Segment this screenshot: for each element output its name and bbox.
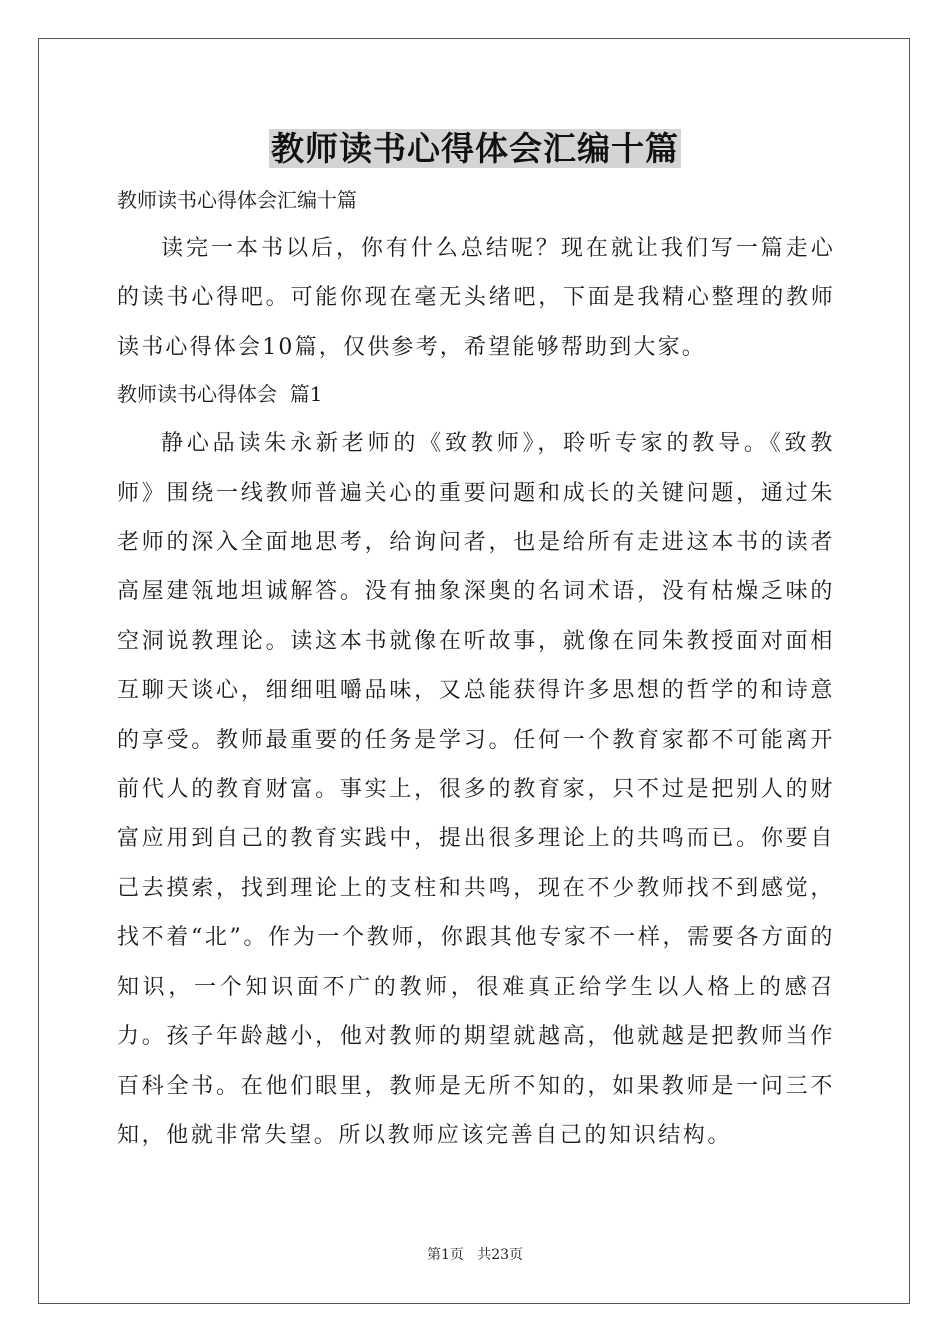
document-title: 教师读书心得体会汇编十篇 xyxy=(271,129,679,168)
page-number: 第1页 共23页 xyxy=(426,1247,524,1263)
page-footer xyxy=(0,1245,950,1265)
section-heading: 教师读书心得体会 篇1 xyxy=(117,382,323,407)
document-title-wrapper xyxy=(0,127,950,171)
document-body xyxy=(117,178,835,1160)
section-paragraph: 静心品读朱永新老师的《致教师》，聆听专家的教导。《致教师》围绕一线教师普遍关心的重要问题和成长的关键问题，通过朱老师的深入全面地思考，给询问者，也是给所有走进这本书的读者高屋建瓴地坦诚解答。没有抽象深奥的名词术语，没有枯燥乏味的空洞说教理论。读这本书就像在听故事，就像在同朱教授面对面相互聊天谈心，细细咀嚼品味，又总能获得许多思想的哲学的和诗意的享受。教师最重要的任务是学习。任何一个教育家都不可能离开前代人的教育财富。事实上，很多的教育家，只不过是把别人的财富应用到自己的教育实践中，提出很多理论上的共鸣而已。你要自己去摸索，找到理论上的支柱和共鸣，现在不少教师找不到感觉，找不着“北”。作为一个教师，你跟其他专家不一样，需要各方面的知识，一个知识面不广的教师，很难真正给学生以人格上的感召力。孩子年龄越小，他对教师的期望就越高，他就越是把教师当作百科全书。在他们眼里，教师是无所不知的，如果教师是一问三不知，他就非常失望。所以教师应该完善自己的知识结构。 xyxy=(117,431,835,1148)
intro-paragraph: 读完一本书以后，你有什么总结呢？现在就让我们写一篇走心的读书心得吧。可能你现在毫无头绪吧，下面是我精心整理的教师读书心得体会10篇，仅供参考，希望能够帮助到大家。 xyxy=(117,236,835,360)
document-subtitle: 教师读书心得体会汇编十篇 xyxy=(117,188,357,212)
